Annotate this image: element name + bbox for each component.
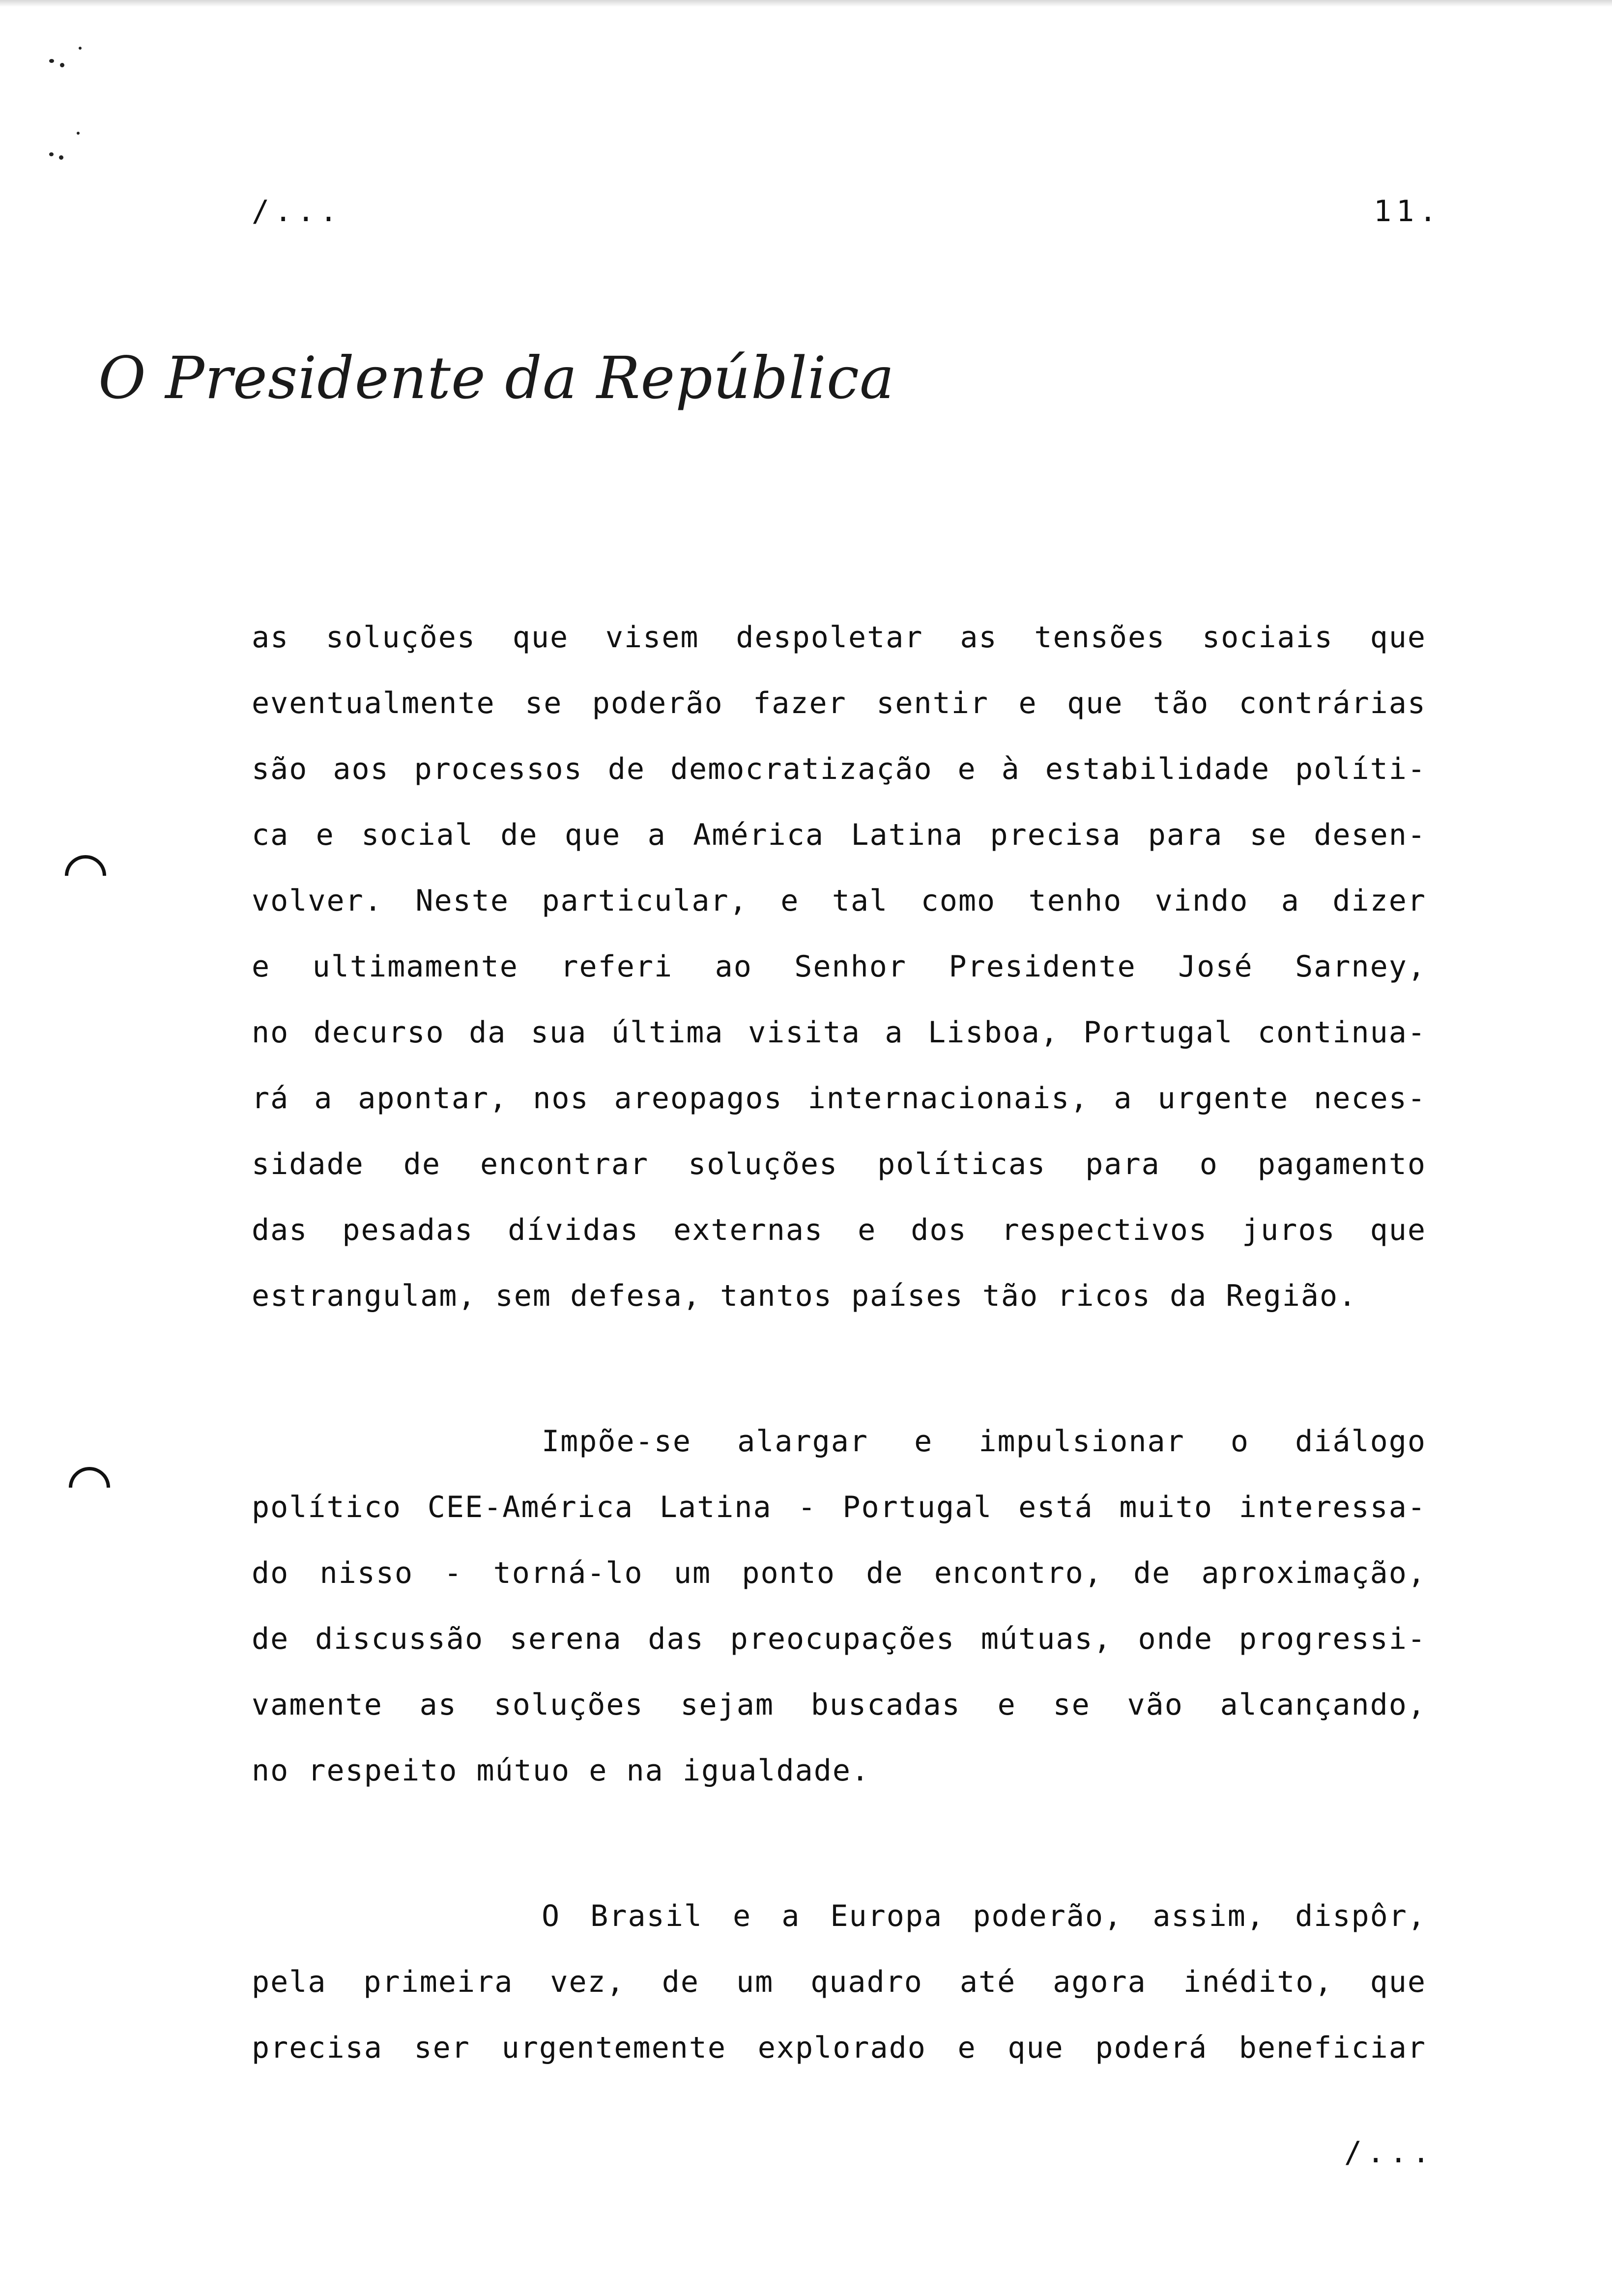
text-line: do nisso - torná-lo um ponto de encontro, de aproximação, [252,1556,1426,1590]
text-line: no decurso da sua última visita a Lisboa, Portugal continua- [252,1015,1426,1050]
text-line: sidade de encontrar soluções políticas para o pagamento [252,1147,1426,1181]
scan-speck [79,47,82,50]
text-line: volver. Neste particular, e tal como tenho vindo a dizer [252,884,1426,918]
text-line: Impõe-se alargar e impulsionar o diálogo [542,1424,1426,1459]
scan-edge [0,0,1612,7]
punch-hole-mark [57,847,115,905]
text-line: precisa ser urgentemente explorado e que poderá beneficiar [252,2031,1426,2065]
text-line: são aos processos de democratização e à estabilidade políti- [252,752,1426,786]
letter-body [252,604,1426,2081]
scan-speck [60,63,64,67]
text-line: no respeito mútuo e na igualdade. [252,1753,870,1788]
page-number: 11. [1374,194,1442,229]
scan-speck [49,152,54,156]
text-line: ca e social de que a América Latina precisa para se desen- [252,818,1426,852]
text-line: as soluções que visem despoletar as tensões sociais que [252,620,1426,655]
paragraph-gap [252,1804,1426,1883]
text-line: político CEE-América Latina - Portugal está muito interessa- [252,1490,1426,1524]
scan-speck [49,59,54,63]
paragraph [252,1408,1426,1804]
text-line: pela primeira vez, de um quadro até agora inédito, que [252,1965,1426,1999]
paragraph [252,1883,1426,2081]
scan-speck [77,132,80,135]
previous-page-mark: /... [252,194,343,229]
text-line: vamente as soluções sejam buscadas e se vão alcançando, [252,1688,1426,1722]
scan-speck [59,155,63,160]
punch-hole-mark [60,1459,119,1517]
letterhead-script: O Presidente da República [98,344,895,412]
continuation-mark: /... [1344,2135,1435,2170]
text-line: rá a apontar, nos areopagos internacionais, a urgente neces- [252,1081,1426,1116]
paragraph-gap [252,1329,1426,1408]
text-line: O Brasil e a Europa poderão, assim, dispôr, [542,1899,1426,1933]
text-line: e ultimamente referi ao Senhor Presidente José Sarney, [252,949,1426,984]
paragraph [252,604,1426,1329]
text-line: estrangulam, sem defesa, tantos países tão ricos da Região. [252,1279,1357,1313]
text-line: eventualmente se poderão fazer sentir e que tão contrárias [252,686,1426,720]
text-line: de discussão serena das preocupações mútuas, onde progressi- [252,1622,1426,1656]
text-line: das pesadas dívidas externas e dos respectivos juros que [252,1213,1426,1247]
